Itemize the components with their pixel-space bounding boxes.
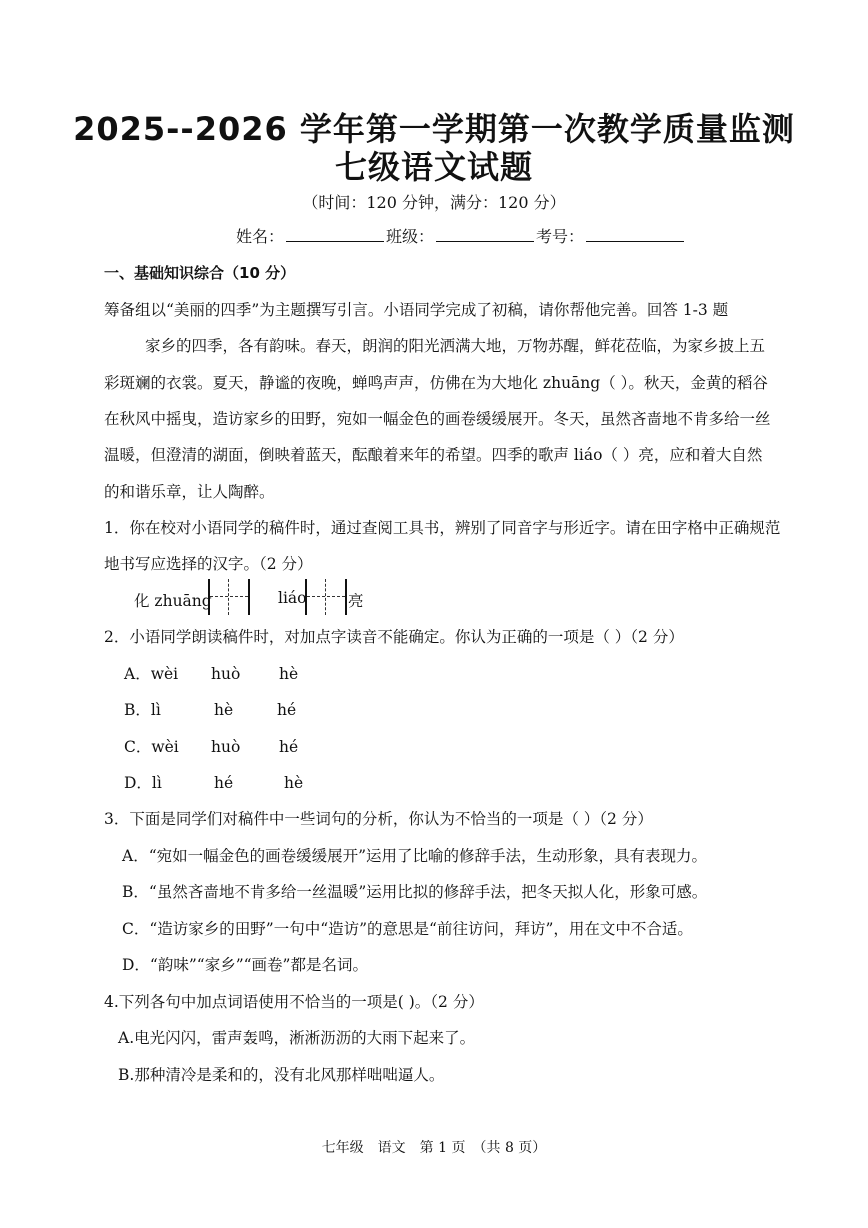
section-heading: 一、基础知识综合（10 分） — [104, 264, 296, 282]
exam-subject-title: 七级语文试题 — [334, 148, 533, 186]
q4-option-a[interactable]: A.电光闪闪，雷声轰鸣，淅淅沥沥的大雨下起来了。 — [118, 1029, 476, 1047]
passage-line: 的和谐乐章，让人陶醉。 — [104, 483, 275, 501]
q4-option-b[interactable]: B.那种清冷是柔和的，没有北风那样咄咄逼人。 — [118, 1066, 445, 1084]
question-1-stem-cont: 地书写应选择的汉字。（2 分） — [104, 555, 313, 573]
page-footer: 七年级 语文 第 1 页 （共 8 页） — [321, 1140, 547, 1156]
q2-option-a[interactable]: A．wèi huò hè — [124, 665, 299, 683]
q1-label-liang: 亮 — [348, 592, 364, 610]
question-2-stem: 2．小语同学朗读稿件时，对加点字读音不能确定。你认为正确的一项是（ ）（2 分） — [104, 628, 684, 646]
exam-title: 2025--2026 学年第一学期第一次教学质量监测 — [73, 110, 795, 148]
passage-line: 彩斑斓的衣裳。夏天，静谧的夜晚，蝉鸣声声，仿佛在为大地化 zhuāng（ ）。秋天，金黄的稻谷 — [104, 374, 768, 392]
question-1-stem: 1．你在校对小语同学的稿件时，通过查阅工具书，辨别了同音字与形近字。请在田字格中正确规范 — [104, 519, 781, 537]
q2-option-c[interactable]: C．wèi huò hé — [124, 738, 299, 756]
passage-line: 在秋风中摇曳，造访家乡的田野，宛如一幅金色的画卷缓缓展开。冬天，虽然吝啬地不肯多给一丝 — [104, 410, 771, 428]
name-label: 姓名： — [236, 227, 285, 246]
passage-line: 温暖，但澄清的湖面，倒映着蓝天，酝酿着来年的希望。四季的歌声 liáo（ ）亮，应和着大自然 — [104, 446, 763, 464]
name-blank[interactable] — [286, 227, 384, 242]
exam-no-label: 考号： — [536, 227, 585, 246]
student-info-line — [236, 224, 686, 247]
q3-option-a[interactable]: A．“宛如一幅金色的画卷缓缓展开”运用了比喻的修辞手法，生动形象，具有表现力。 — [122, 847, 708, 865]
passage-line: 家乡的四季，各有韵味。春天，朗润的阳光洒满大地，万物苏醒，鲜花莅临，为家乡披上五 — [145, 337, 766, 355]
q3-option-b[interactable]: B．“虽然吝啬地不肯多给一丝温暖”运用比拟的修辞手法，把冬天拟人化，形象可感。 — [122, 883, 708, 901]
question-3-stem: 3．下面是同学们对稿件中一些词句的分析，你认为不恰当的一项是（ ）（2 分） — [104, 810, 653, 828]
question-4-stem: 4.下列各句中加点词语使用不恰当的一项是( )。（2 分） — [104, 993, 484, 1011]
class-label: 班级： — [386, 227, 435, 246]
section-intro: 筹备组以“美丽的四季”为主题撰写引言。小语同学完成了初稿，请你帮他完善。回答 1-3 题 — [104, 301, 729, 319]
q2-option-b[interactable]: B．lì hè hé — [124, 701, 297, 719]
q3-option-c[interactable]: C．“造访家乡的田野”一句中“造访”的意思是“前往访问，拜访”，用在文中不合适。 — [122, 920, 693, 938]
q1-label-liao: liáo — [278, 589, 307, 607]
class-blank[interactable] — [436, 227, 534, 242]
q1-label-zhuang: 化 zhuāng — [134, 592, 212, 610]
exam-time-score: （时间：120 分钟，满分：120 分） — [302, 193, 566, 212]
q2-option-d[interactable]: D．lì hé hè — [124, 774, 304, 792]
exam-no-blank[interactable] — [586, 227, 684, 242]
q3-option-d[interactable]: D．“韵味”“家乡”“画卷”都是名词。 — [122, 956, 368, 974]
